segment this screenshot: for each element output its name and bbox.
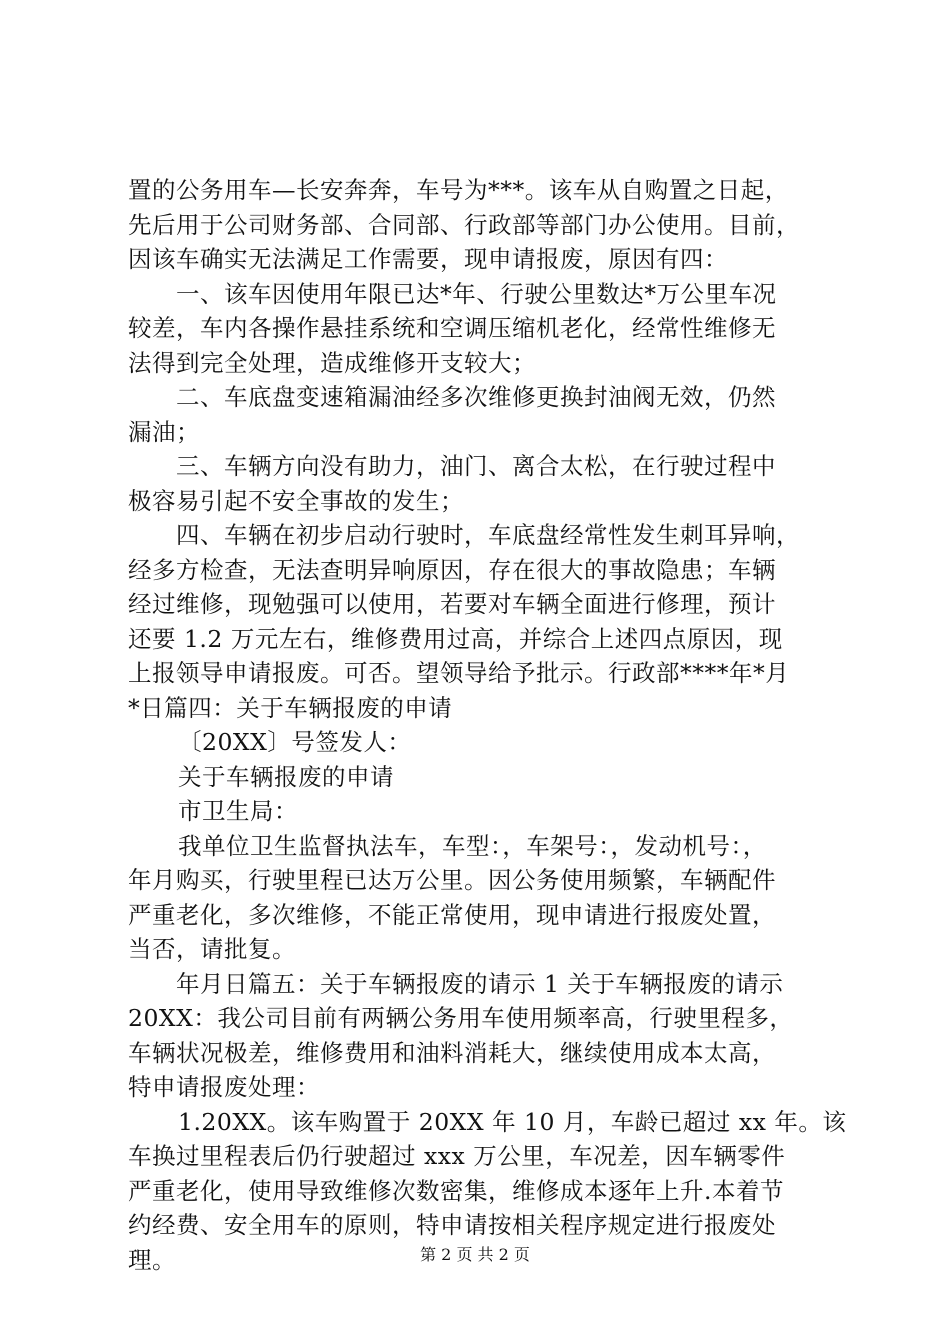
- document-title: 关于车辆报废的申请: [178, 762, 394, 791]
- text-line: 还要 1.2 万元左右，维修费用过高，并综合上述四点原因，现: [128, 624, 783, 653]
- text-line: 约经费、安全用车的原则，特申请按相关程序规定进行报废处: [128, 1211, 776, 1239]
- text-line: 年月购买，行驶里程已达万公里。因公务使用频繁，车辆配件: [128, 866, 776, 894]
- text-line: 上报领导申请报废。可否。望领导给予批示。行政部****年*月: [128, 659, 790, 687]
- text-line: 三、车辆方向没有助力，油门、离合太松，在行驶过程中: [176, 452, 776, 480]
- page-footer: [0, 1244, 950, 1266]
- text-line: 车辆状况极差，维修费用和油料消耗大，继续使用成本太高，: [128, 1038, 776, 1067]
- text-line: 20XX：我公司目前有两辆公务用车使用频率高，行驶里程多，: [128, 1004, 794, 1032]
- text-line: 严重老化，使用导致维修次数密集，维修成本逐年上升.本着节: [128, 1176, 784, 1205]
- text-line: 极容易引起不安全事故的发生；: [128, 486, 464, 515]
- text-line: 我单位卫生监督执法车，车型：，车架号：，发动机号：，: [178, 831, 767, 860]
- text-line: 一、该车因使用年限已达*年、行驶公里数达*万公里车况: [176, 279, 777, 308]
- text-line: 较差，车内各操作悬挂系统和空调压缩机老化，经常性维修无: [128, 314, 776, 342]
- text-line: 经多方检查，无法查明异响原因，存在很大的事故隐患；车辆: [128, 555, 776, 584]
- text-line: 二、车底盘变速箱漏油经多次维修更换封油阀无效，仍然: [176, 383, 776, 411]
- text-line: 特申请报废处理：: [128, 1073, 320, 1101]
- addressee-line: 市卫生局：: [178, 797, 298, 825]
- text-line: 因该车确实无法满足工作需要，现申请报废，原因有四：: [128, 245, 728, 273]
- text-line: 先后用于公司财务部、合同部、行政部等部门办公使用。目前，: [128, 210, 800, 239]
- text-line: 四、车辆在初步启动行驶时，车底盘经常性发生刺耳异响，: [176, 521, 800, 549]
- document-number-line: 〔20XX〕号签发人：: [178, 728, 412, 756]
- text-line: 严重老化，多次维修，不能正常使用，现申请进行报废处置，: [128, 900, 776, 929]
- text-line: 法得到完全处理，造成维修开支较大；: [128, 348, 536, 377]
- text-line: 置的公务用车—长安奔奔，车号为***。该车从自购置之日起，: [128, 176, 789, 204]
- text-line: *日篇四：关于车辆报废的申请: [128, 693, 453, 722]
- text-line: 漏油；: [128, 417, 200, 446]
- text-line: 理。: [128, 1245, 176, 1274]
- page-number: 第 2 页 共 2 页: [420, 1245, 530, 1264]
- text-line: 1.20XX。该车购置于 20XX 年 10 月，车龄已超过 xx 年。该: [178, 1107, 847, 1136]
- text-line: 车换过里程表后仍行驶超过 xxx 万公里，车况差，因车辆零件: [128, 1142, 786, 1170]
- text-line: 经过维修，现勉强可以使用，若要对车辆全面进行修理，预计: [128, 590, 776, 618]
- text-line: 年月日篇五：关于车辆报废的请示 1 关于车辆报废的请示: [176, 969, 784, 998]
- text-line: 当否，请批复。: [128, 935, 296, 963]
- document-body: [128, 173, 847, 1277]
